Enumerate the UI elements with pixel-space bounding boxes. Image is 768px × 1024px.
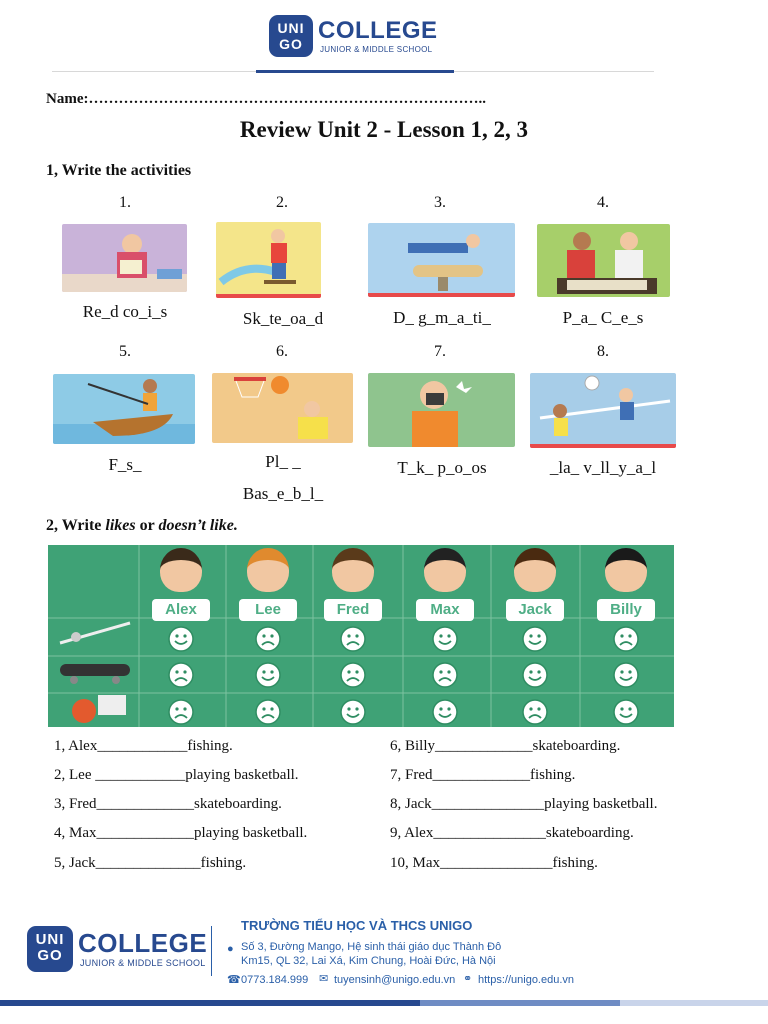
header-brand: COLLEGE	[318, 17, 438, 44]
item-number: 7.	[434, 343, 446, 360]
sentence-right: 9, Alex_______________skateboarding.	[390, 825, 634, 841]
name-tag: Alex	[152, 599, 210, 621]
sentence-right: 8, Jack_______________playing basketball.	[390, 796, 658, 812]
happy-face-icon	[167, 625, 195, 653]
sad-face-icon	[431, 661, 459, 689]
scramble-word: _la_ v_ll_y_a_l	[549, 458, 657, 477]
fishing-picture	[53, 374, 195, 444]
happy-face-icon	[339, 698, 367, 726]
happy-face-icon	[431, 625, 459, 653]
location-icon: ●	[227, 943, 234, 955]
playing-volleyball-picture	[530, 373, 676, 448]
sad-face-icon	[339, 661, 367, 689]
sad-face-icon	[167, 698, 195, 726]
scramble-word: Bas_e_b_l_	[242, 484, 324, 503]
header-accent	[256, 70, 454, 73]
kid-portrait	[514, 548, 556, 592]
scramble-word: F_s_	[108, 455, 142, 474]
name-line: Name:……………………………………………………………………..	[46, 91, 486, 107]
reading-comics-picture	[62, 224, 187, 292]
skateboard-icon	[56, 656, 134, 688]
happy-face-icon	[521, 625, 549, 653]
scramble-word: Sk_te_oa_d	[242, 309, 324, 328]
item-number: 8.	[597, 343, 609, 360]
footer-separator	[211, 926, 212, 976]
name-tag: Jack	[506, 599, 564, 621]
item-number: 1.	[119, 194, 131, 211]
header-logo-mark: UNI GO	[269, 15, 313, 57]
kid-portrait	[332, 548, 374, 592]
kid-portrait	[247, 548, 289, 592]
sentence-right: 7, Fred_____________fishing.	[390, 767, 576, 783]
scramble-word: Pl_ _	[265, 452, 301, 471]
exercise2-heading: 2, Write likes or doesn’t like.	[46, 517, 238, 534]
item-number: 3.	[434, 194, 446, 211]
name-tag: Max	[416, 599, 474, 621]
footer-address-2: Km15, QL 32, Lai Xá, Kim Chung, Hoài Đức, Hà Nội	[241, 955, 496, 967]
happy-face-icon	[431, 698, 459, 726]
item-number: 6.	[276, 343, 288, 360]
footer-phone[interactable]: 0773.184.999	[241, 974, 309, 986]
scramble-word: P_a_ C_e_s	[562, 308, 644, 327]
sentence-left: 4, Max_____________playing basketball.	[54, 825, 308, 841]
scramble-word: D_ g_m_a_ti_	[393, 308, 491, 327]
footer-bar-dark	[0, 1000, 420, 1006]
sad-face-icon	[254, 625, 282, 653]
footer-logo-mark: UNI GO	[27, 926, 73, 972]
happy-face-icon	[521, 661, 549, 689]
footer-website[interactable]: https://unigo.edu.vn	[478, 974, 575, 986]
sentence-left: 2, Lee ____________playing basketball.	[54, 767, 299, 783]
happy-face-icon	[612, 698, 640, 726]
taking-photos-picture	[368, 373, 515, 447]
footer-bar-light	[620, 1000, 768, 1006]
phone-icon: ☎	[227, 974, 241, 986]
kid-portrait	[160, 548, 202, 592]
sad-face-icon	[612, 625, 640, 653]
mail-icon: ✉	[319, 973, 329, 985]
sentence-left: 3, Fred_____________skateboarding.	[54, 796, 282, 812]
kid-portrait	[424, 548, 466, 592]
sad-face-icon	[167, 661, 195, 689]
sentence-right: 6, Billy_____________skateboarding.	[390, 738, 621, 754]
name-tag: Lee	[239, 599, 297, 621]
item-number: 5.	[119, 343, 131, 360]
sad-face-icon	[339, 625, 367, 653]
basketball-hoop-icon	[66, 693, 130, 725]
page-title: Review Unit 2 - Lesson 1, 2, 3	[239, 117, 529, 142]
footer-brand: COLLEGE	[78, 928, 208, 958]
kid-portrait	[605, 548, 647, 592]
header-tagline: JUNIOR & MIDDLE SCHOOL	[320, 45, 433, 54]
name-tag: Billy	[597, 599, 655, 621]
happy-face-icon	[612, 661, 640, 689]
sentence-right: 10, Max_______________fishing.	[390, 855, 598, 871]
scramble-word: Re_d co_i_s	[82, 302, 168, 321]
doing-gymnastics-picture	[368, 223, 515, 297]
playing-chess-picture	[537, 224, 670, 297]
footer-school-name: TRƯỜNG TIỂU HỌC VÀ THCS UNIGO	[241, 918, 473, 933]
item-number: 4.	[597, 194, 609, 211]
footer-bar-mid	[420, 1000, 620, 1006]
footer-address-1: Số 3, Đường Mango, Hệ sinh thái giáo dục Thành Đô	[241, 941, 502, 953]
sad-face-icon	[254, 698, 282, 726]
globe-icon: ⚭	[463, 973, 473, 985]
fishing-rod-icon	[56, 617, 134, 647]
exercise1-heading: 1, Write the activities	[46, 162, 192, 179]
playing-basketball-picture	[212, 373, 353, 443]
footer-email[interactable]: tuyensinh@unigo.edu.vn	[334, 974, 456, 986]
sentence-left: 1, Alex____________fishing.	[54, 738, 233, 754]
skateboarding-picture	[216, 222, 321, 298]
item-number: 2.	[276, 194, 288, 211]
scramble-word: T_k_ p_o_os	[397, 458, 487, 477]
sad-face-icon	[521, 698, 549, 726]
footer-tagline: JUNIOR & MIDDLE SCHOOL	[80, 958, 206, 968]
happy-face-icon	[254, 661, 282, 689]
sentence-left: 5, Jack______________fishing.	[54, 855, 247, 871]
name-tag: Fred	[324, 599, 382, 621]
